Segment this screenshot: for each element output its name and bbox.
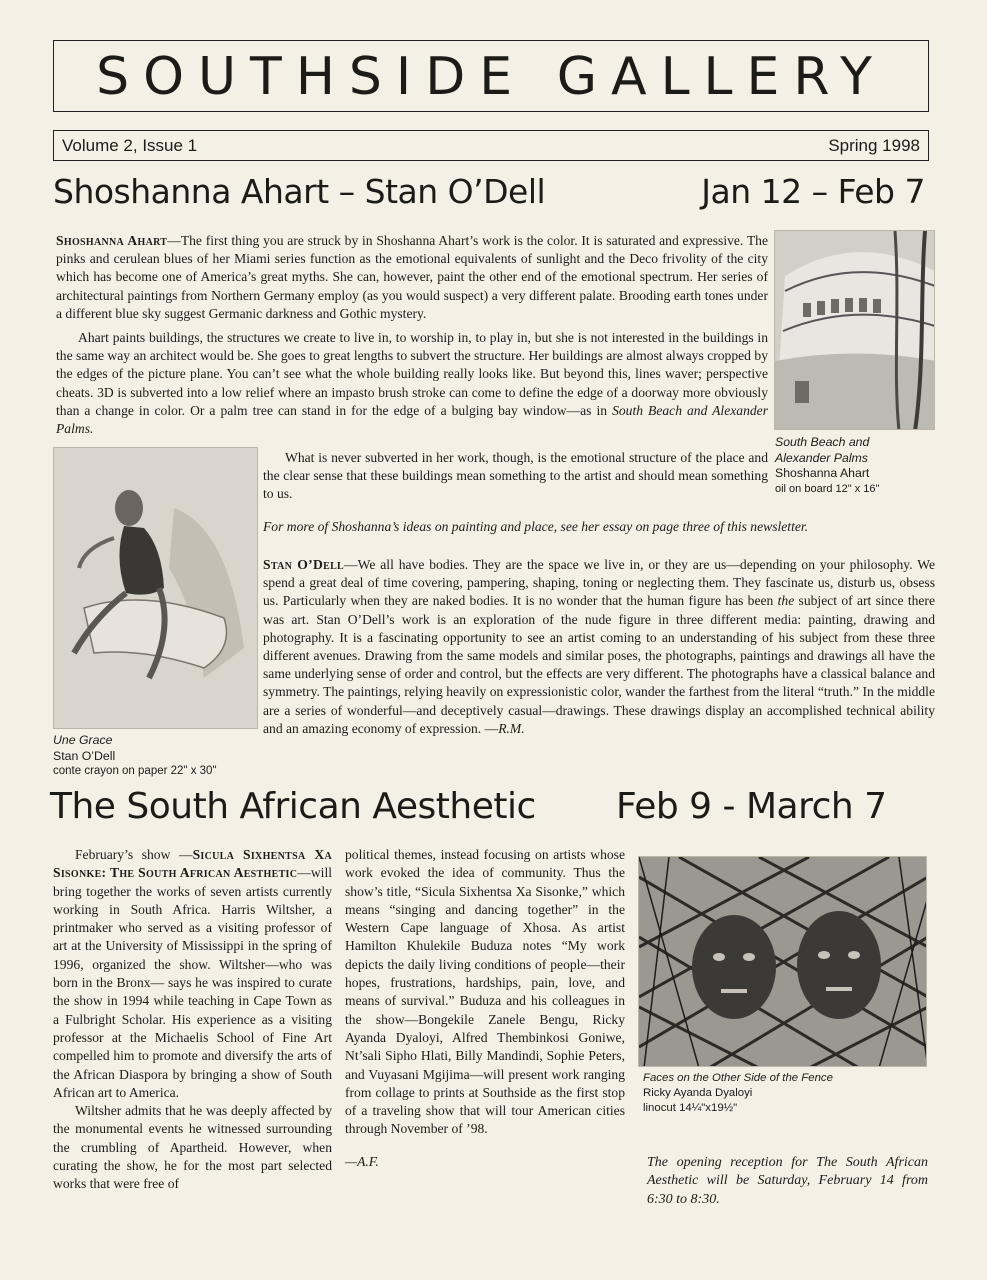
newsletter-masthead: SOUTHSIDE GALLERY [53,40,929,112]
odell-caption-title: Une Grace [53,733,113,747]
article1-headline-dates: Jan 12 – Feb 7 [701,172,925,211]
odell-emphasis: the [777,593,795,609]
col2-signature: —A.F. [345,1153,379,1169]
article2-column-1 [53,846,332,1194]
col1-paragraph-1: —will bring together the works of seven artists currently working in South Africa. Harris Wiltsher, a printmaker who served as a visiting professor of art at the University of Mississippi in the spring of 1996, organized the show. Wiltsher—who was born in the Bronx— says he was inspired to curate the show in 1994 while teaching in Cape Town as a Fulbright Scholar. His experience as a visiting professor at the Michaelis School of Fine Art compelled him to promote and diversify the arts of the African Diaspora by bringing a show of South African art to America. [53,865,332,1100]
essay-note: For more of Shoshanna’s ideas on painting and place, see her essay on page three of this newsletter. [263,519,809,534]
article1-headline-names: Shoshanna Ahart – Stan O’Dell [53,172,546,211]
ahart-painting-image [774,230,935,430]
linocut-caption [643,1071,928,1116]
reception-note: The opening reception for The South African Aesthetic will be Saturday, February 14 from 6:30 to 8:30. [647,1155,928,1207]
odell-caption-medium: conte crayon on paper 22" x 30" [53,765,217,777]
col1-intro: February’s show — [75,847,193,862]
col2-paragraph-1: political themes, instead focusing on artists whose work evoked the idea of community. Thus the show’s title, “Sicula Sixhentsa Xa Sisonke,” which means “singing and dancing together” in the Western Cape language of Xhosa. As artist Hamilton Khulekile Buduza notes “My work depicts the daily living conditions of people—their hopes, frustrations, hardships, pain, love, and means of survival.” Buduza and his colleagues in the show—Bongekile Zanele Bengu, Ricky Ayanda Dyaloyi, Alfred Thembinkosi Goniwe, Nt’sali Sipho Hlati, Billy Mandindi, Sophie Peters, and Vuyasani Mgijima—will present work ranging from collage to prints at Southside as the first stop of a traveling show that will tour American cities through November of ’98. [345,847,625,1137]
odell-drawing-image [53,447,258,729]
ahart-artwork-title: South Beach and Alexander Palms. [56,402,768,437]
odell-text [263,556,935,738]
ahart-paragraph-3-text: What is never subverted in her work, though, is the emotional structure of the place and the clear sense that these buildings mean something to the artist and should mean something to us. [263,450,768,502]
ahart-lead: Shoshanna Ahart [56,233,168,248]
col1-paragraph-2: Wiltsher admits that he was deeply affected by the monumental events he witnessed surrounding the crumbling of Apartheid. However, when curating the show, he for the most part selected works that were free of [53,1103,332,1192]
col1-show-title: Sicula Sixhentsa Xa Sisonke: The South African Aesthetic [53,847,333,881]
article2-headline-title: The South African Aesthetic [50,786,536,827]
odell-paragraph-1: —We all have bodies. They are the space we live in, or they are us—depending on your philosophy. We spend a great deal of time covering, pampering, shaping, toning or neglecting them. They fascinate us, disturb us, obsess us. Particularly when they are naked bodies. It is no wonder that the human figure has been [263,557,935,609]
article2-column-2 [345,846,625,1171]
issue-season: Spring 1998 [828,135,920,155]
ahart-caption-artist: Shoshanna Ahart [775,466,870,480]
issue-bar [53,130,929,161]
article2-headline-dates: Feb 9 - March 7 [616,786,887,827]
ahart-caption-medium: oil on board 12" x 16" [775,482,880,495]
ahart-painting-illustration [775,231,935,430]
odell-caption [53,733,258,780]
ahart-text [56,232,768,438]
odell-caption-artist: Stan O’Dell [53,748,116,763]
odell-signature: R.M. [498,720,525,736]
ahart-paragraph-2: Ahart paints buildings, the structures we create to live in, to worship in, to play in, but she is not interested in the buildings in the same way an architect would be. She goes to great lengths to subvert the structure. Her buildings are almost always cropped by the edges of the picture plane. You can’t see what the whole building really looks like. But beyond this, lines waver; perspective cheats. 3D is subverted into a low relief where an impasto brush stroke can come to define the edge of a doorway more obviously than a change in color. Or a palm tree can stand in for the edge of a bulging bay window—as in [56,330,768,418]
odell-paragraph-2: subject of art since there was art. Stan O’Dell’s work is an exploration of the nude figure in three different media: painting, drawing and photography. It is a fascinating opportunity to see an artist coming to an understanding of his subject from these three different avenues. Drawing from the same models and similar poses, the photographs, paintings and drawings all have the same underlying sense of order and control, but the effects are very different. The photographs have a classical balance and symmetry. The paintings, relying heavily on expressionistic color, wander the farthest from the literal “truth.” In the middle are a series of wonderful—and deceptively casual—drawings. These drawings display an accomplished technical ability and an amazing economy of expression. — [263,593,935,736]
ahart-paragraph-1: —The first thing you are struck by in Shoshanna Ahart’s work is the color. It is saturated and expressive. The pinks and cerulean blues of her Miami series function as the emotional equivalents of sunlight and the Deco frivolity of the city which has become one of America’s great myths. She can, however, paint the other end of the emotional spectrum. Her series of architectural paintings from Northern Germany employ (as you would suspect) a very different palate. Brooding earth tones under a different blue sky suggest Germanic darkness and Gothic mystery. [56,233,768,321]
linocut-caption-artist: Ricky Ayanda Dyaloyi [643,1087,753,1099]
ahart-caption-title-line2: Alexander Palms [775,450,868,465]
linocut-illustration [639,857,927,1067]
ahart-caption-title-line1: South Beach and [775,435,870,449]
odell-drawing-illustration [54,448,258,729]
odell-lead: Stan O’Dell [263,557,345,572]
ahart-caption [775,435,935,497]
volume-issue: Volume 2, Issue 1 [62,135,198,155]
linocut-print-image [638,856,927,1067]
ahart-paragraph-3 [263,449,768,504]
linocut-caption-title: Faces on the Other Side of the Fence [643,1072,833,1084]
linocut-caption-medium: linocut 14¼"x19½" [643,1102,738,1114]
